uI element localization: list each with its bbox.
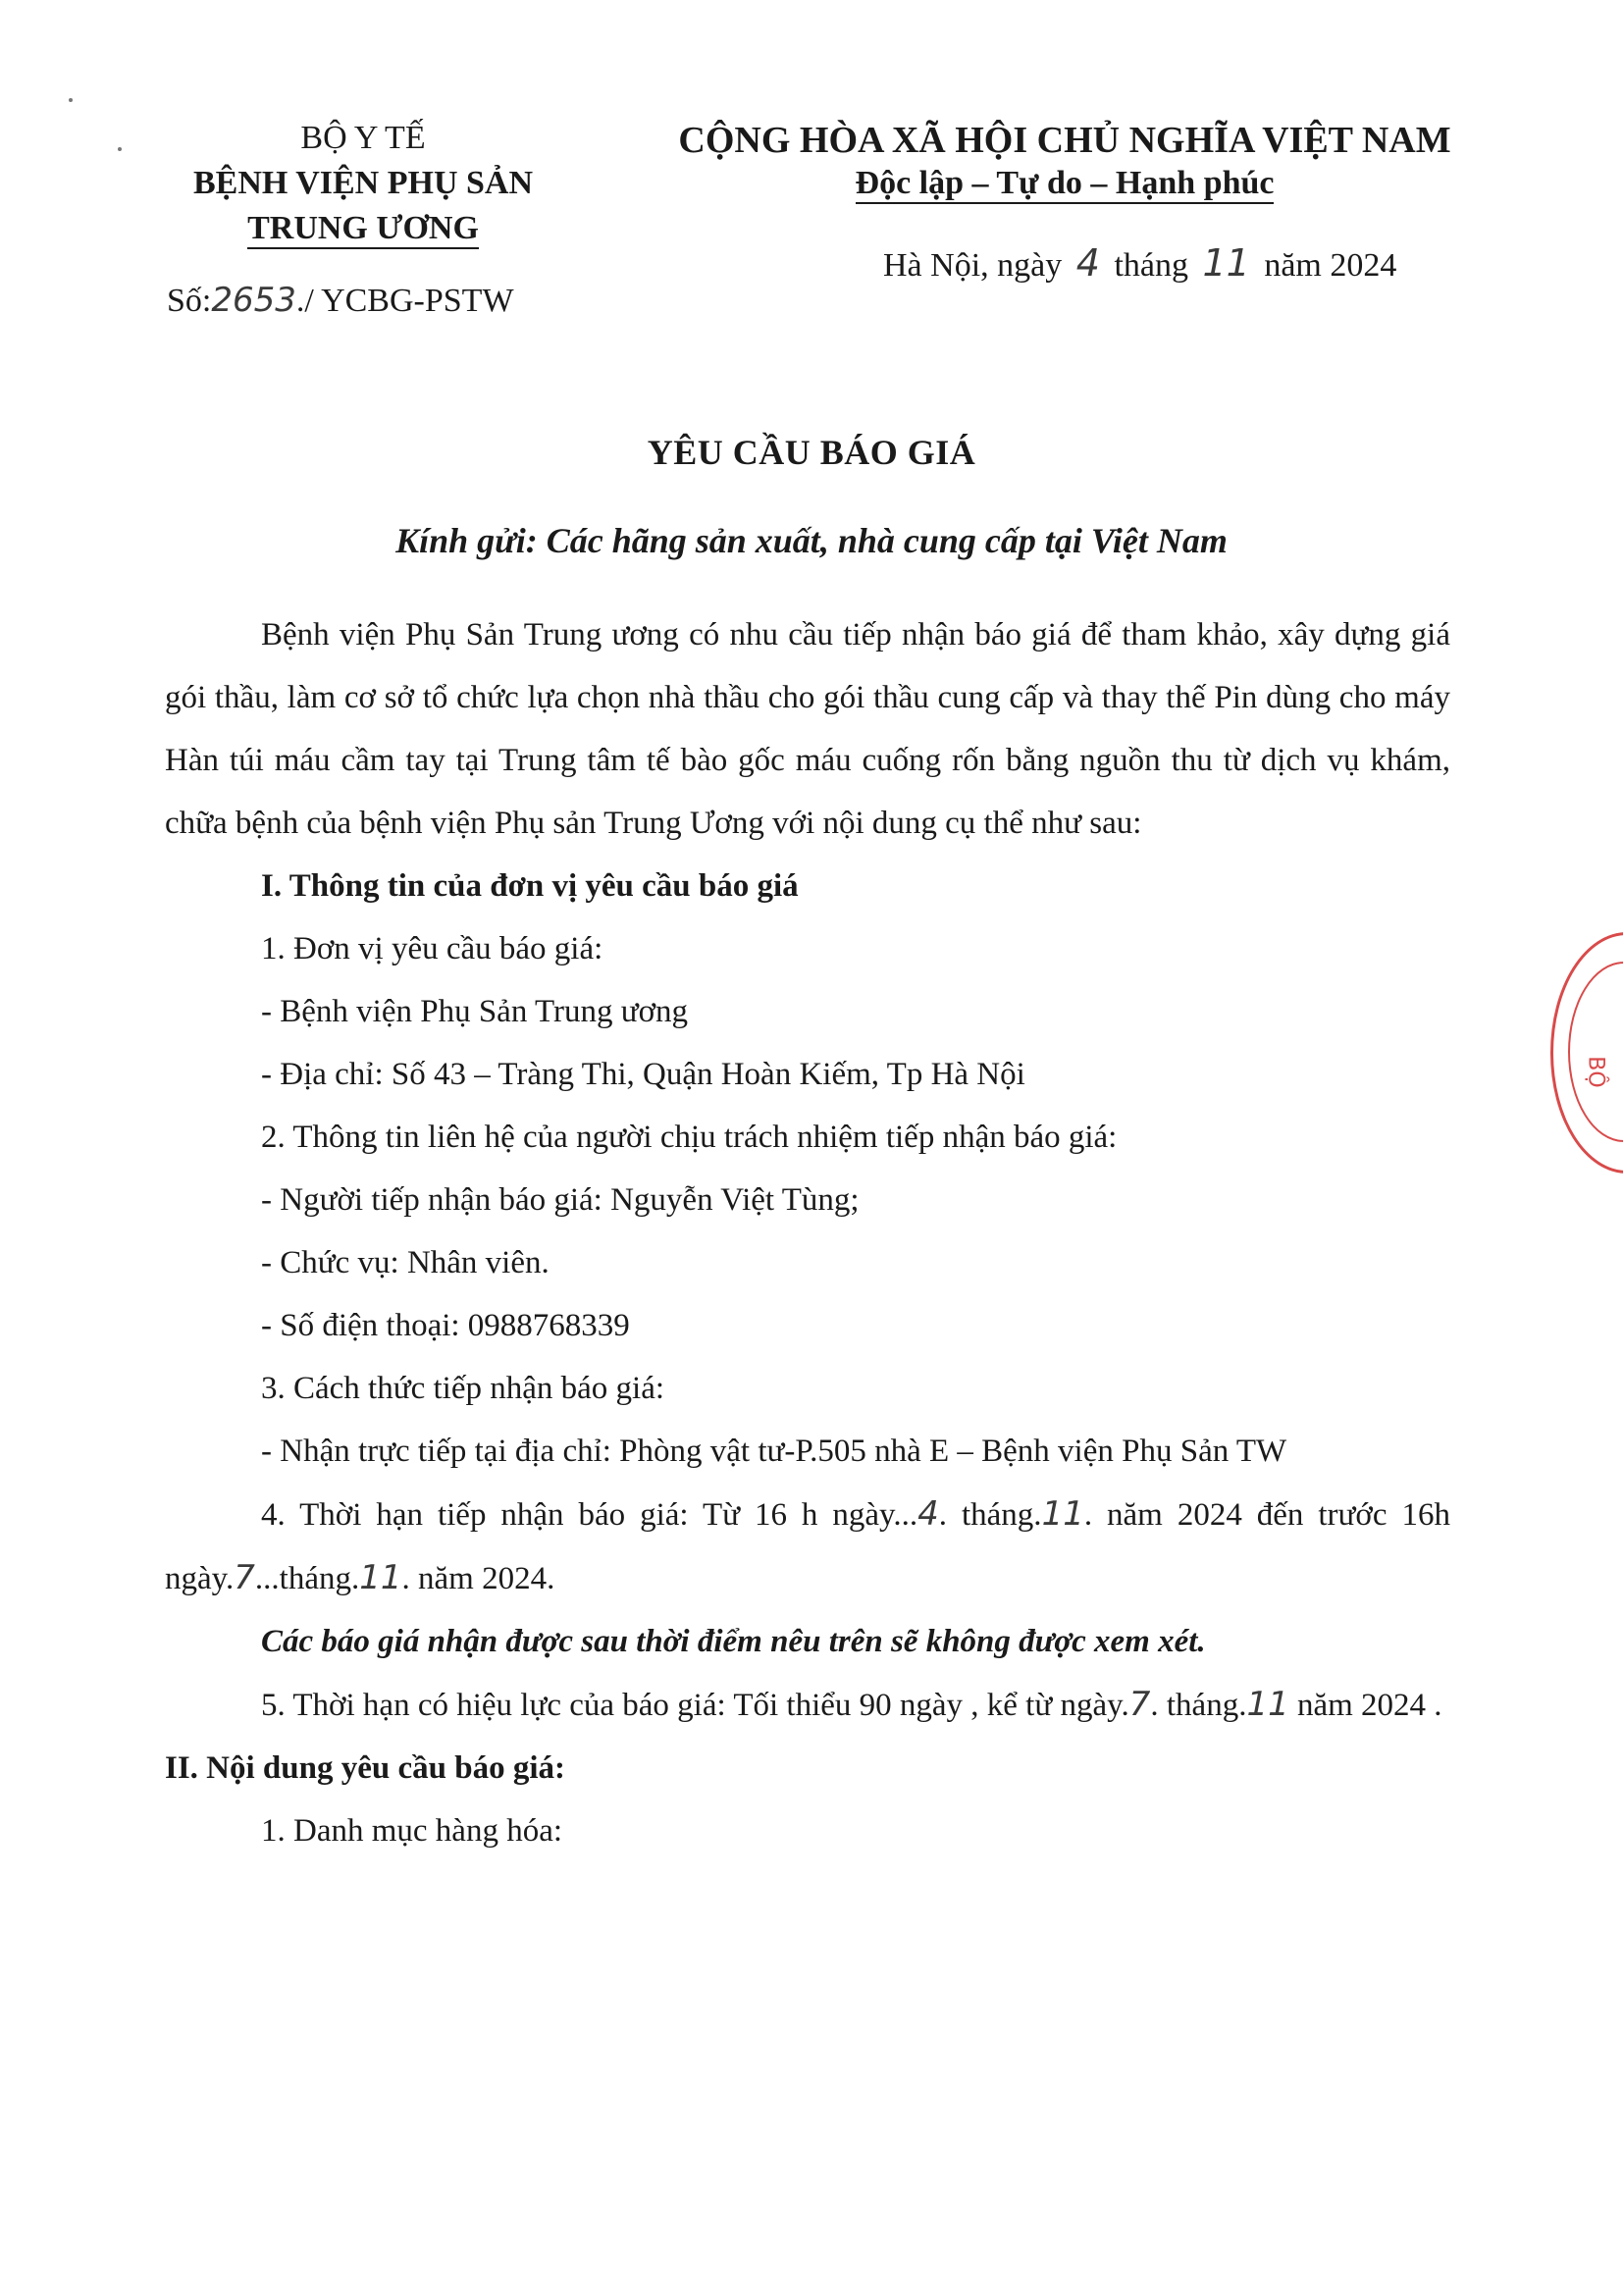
item4-text-e: . năm 2024. bbox=[401, 1561, 555, 1596]
document-number bbox=[167, 281, 514, 320]
item4-month1: 11 bbox=[1041, 1494, 1084, 1534]
greeting-line: Kính gửi: Các hãng sản xuất, nhà cung cấp tại Việt Nam bbox=[395, 521, 1228, 560]
item4-day1: 4 bbox=[917, 1494, 939, 1534]
item4-month2: 11 bbox=[359, 1558, 402, 1597]
item5-text-b: . tháng. bbox=[1150, 1688, 1247, 1723]
section1-item2-position: - Chức vụ: Nhân viên. bbox=[261, 1245, 550, 1280]
issuer-block bbox=[147, 116, 579, 251]
stamp-text: BỘ bbox=[1583, 1056, 1608, 1088]
date-prefix: Hà Nội, ngày bbox=[883, 247, 1063, 284]
scan-speck bbox=[69, 98, 73, 102]
hospital-name-line2: TRUNG ƯƠNG bbox=[247, 210, 479, 249]
section1-heading: I. Thông tin của đơn vị yêu cầu báo giá bbox=[261, 868, 799, 904]
national-motto: Độc lập – Tự do – Hạnh phúc bbox=[856, 165, 1275, 204]
date-year: năm 2024 bbox=[1264, 247, 1397, 284]
section1-item5 bbox=[165, 1673, 1450, 1737]
document-body bbox=[165, 603, 1450, 1862]
date-line bbox=[883, 241, 1396, 285]
section1-item3-method: - Nhận trực tiếp tại địa chỉ: Phòng vật tư-P.505 nhà E – Bệnh viện Phụ Sản TW bbox=[261, 1434, 1287, 1469]
section1-item1-name: - Bệnh viện Phụ Sản Trung ương bbox=[261, 994, 689, 1029]
item4-text-b: . tháng. bbox=[938, 1497, 1042, 1533]
item4-text-c: . năm 2024 đến trước 16h ngày. bbox=[165, 1497, 1450, 1596]
intro-paragraph: Bệnh viện Phụ Sản Trung ương có nhu cầu tiếp nhận báo giá để tham khảo, xây dựng giá gói thầu, làm cơ sở tổ chức lựa chọn nhà thầu cho gói thầu cung cấp và thay thế Pin dùng cho máy Hàn túi máu cầm tay tại Trung tâm tế bào gốc máu cuống rốn bằng nguồn thu từ dịch vụ khám, chữa bệnh của bệnh viện Phụ sản Trung Ương với nội dung cụ thể như sau: bbox=[165, 617, 1450, 841]
section1-item2-phone: - Số điện thoại: 0988768339 bbox=[261, 1308, 630, 1343]
section1-item2-person: - Người tiếp nhận báo giá: Nguyễn Việt Tùng; bbox=[261, 1182, 860, 1218]
docno-prefix: Số: bbox=[167, 283, 212, 319]
date-day: 4 bbox=[1075, 241, 1100, 285]
section1-item4 bbox=[165, 1483, 1450, 1610]
docno-suffix: ./ YCBG-PSTW bbox=[295, 283, 514, 319]
document-title: YÊU CẦU BÁO GIÁ bbox=[647, 433, 976, 472]
nation-title: CỘNG HÒA XÃ HỘI CHỦ NGHĨA VIỆT NAM bbox=[678, 120, 1451, 161]
section1-item1-label: 1. Đơn vị yêu cầu báo giá: bbox=[261, 931, 603, 966]
item5-text-a: 5. Thời hạn có hiệu lực của báo giá: Tối thiểu 90 ngày , kể từ ngày. bbox=[261, 1688, 1129, 1723]
section2-heading: II. Nội dung yêu cầu báo giá: bbox=[165, 1750, 566, 1786]
item4-text-a: 4. Thời hạn tiếp nhận báo giá: Từ 16 h ngày... bbox=[261, 1497, 918, 1533]
national-header bbox=[628, 116, 1501, 204]
deadline-note: Các báo giá nhận được sau thời điểm nêu trên sẽ không được xem xét. bbox=[261, 1624, 1206, 1659]
date-month: 11 bbox=[1202, 241, 1250, 285]
section1-item2-label: 2. Thông tin liên hệ của người chịu trách nhiệm tiếp nhận báo giá: bbox=[261, 1120, 1118, 1155]
section2-item1-label: 1. Danh mục hàng hóa: bbox=[261, 1813, 563, 1849]
hospital-name-line1: BỆNH VIỆN PHỤ SẢN bbox=[192, 165, 534, 201]
scan-speck bbox=[118, 147, 122, 151]
item4-day2: 7 bbox=[234, 1558, 255, 1597]
item5-month: 11 bbox=[1246, 1685, 1289, 1724]
item4-text-d: ...tháng. bbox=[254, 1561, 360, 1596]
docno-handwritten: 2653 bbox=[211, 281, 296, 320]
section1-item3-label: 3. Cách thức tiếp nhận báo giá: bbox=[261, 1371, 665, 1406]
ministry-name: BỘ Y TẾ bbox=[300, 120, 426, 156]
section1-item1-address: - Địa chỉ: Số 43 – Tràng Thi, Quận Hoàn Kiếm, Tp Hà Nội bbox=[261, 1057, 1025, 1092]
item5-text-c: năm 2024 . bbox=[1288, 1688, 1442, 1723]
item5-day: 7 bbox=[1128, 1685, 1151, 1724]
date-month-label: tháng bbox=[1114, 247, 1188, 284]
